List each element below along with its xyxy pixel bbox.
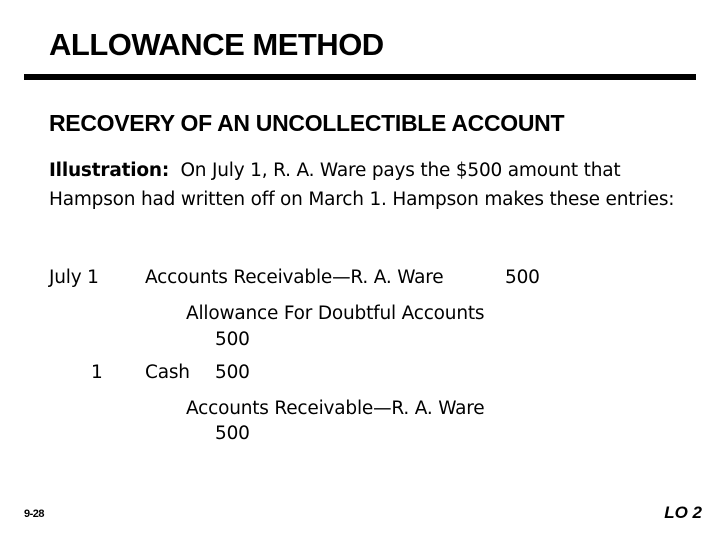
slide-subtitle: RECOVERY OF AN UNCOLLECTIBLE ACCOUNT: [49, 110, 565, 136]
entry-2-debit-account: Cash: [145, 362, 190, 383]
entry-2-debit-amount: 500: [215, 362, 250, 383]
entry-2-credit-amount: 500: [215, 423, 250, 444]
entry-1-debit-amount: 500: [505, 267, 540, 288]
page-number: 9-28: [24, 508, 45, 520]
entry-2-credit-account: Accounts Receivable—R. A. Ware: [186, 398, 485, 419]
illustration-text: On July 1, R. A. Ware pays the $500 amount that Hampson had written off on March 1. Hampson makes these entries:: [49, 160, 675, 210]
slide-title: ALLOWANCE METHOD: [49, 27, 384, 62]
learning-objective-label: LO 2: [664, 503, 702, 522]
illustration-paragraph: [49, 156, 689, 214]
title-divider: [24, 74, 696, 80]
illustration-label: Illustration:: [49, 160, 170, 181]
entry-1-debit-account: Accounts Receivable—R. A. Ware: [145, 267, 444, 288]
entry-1-credit-amount: 500: [215, 329, 250, 350]
entry-2-date: 1: [91, 362, 103, 383]
entry-1-credit-account: Allowance For Doubtful Accounts: [186, 303, 485, 324]
entry-1-date: July 1: [49, 267, 99, 288]
